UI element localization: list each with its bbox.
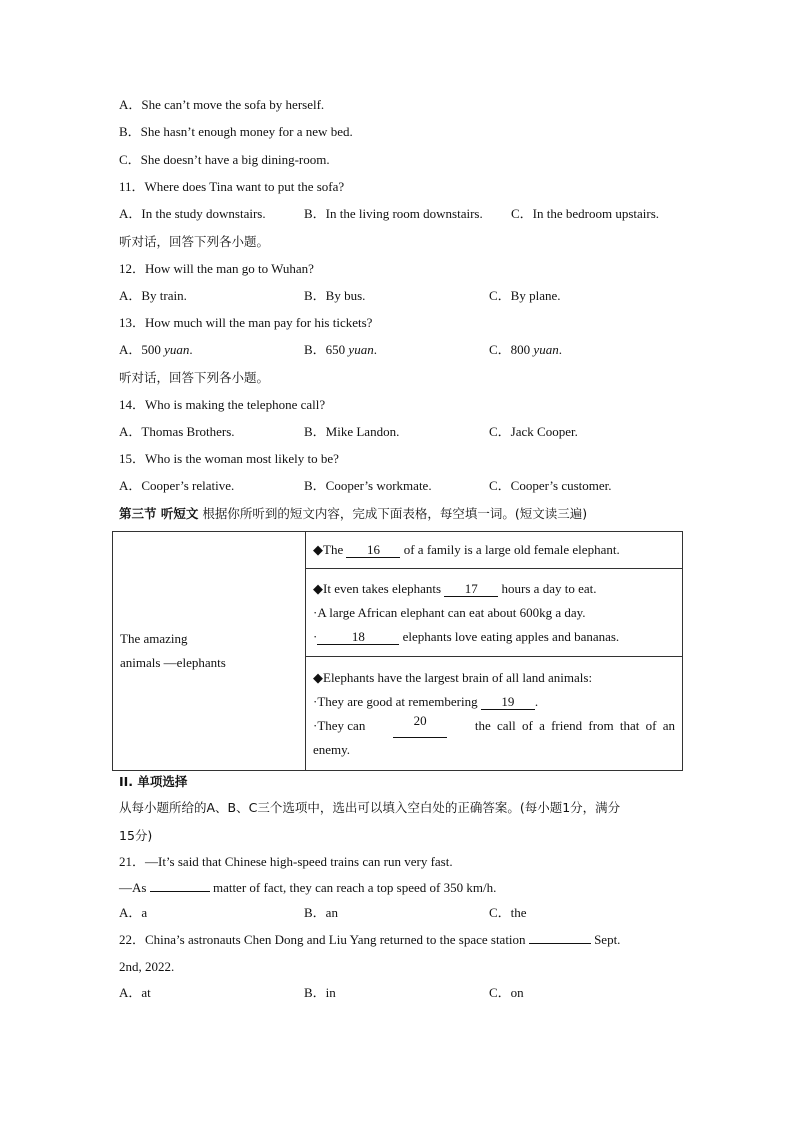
- row16-pre: ◆The: [313, 542, 347, 557]
- q13-stem: 13．How much will the man pay for his tickets?: [119, 315, 373, 330]
- listening-instruction: 听对话，回答下列各小题。: [119, 234, 270, 249]
- row17-line: [313, 577, 675, 601]
- q22-post: Sept.: [590, 932, 621, 947]
- q12-stem: 12．How will the man go to Wuhan?: [119, 261, 314, 276]
- q12-option-a: A．By train.: [119, 288, 187, 303]
- q13-option-a: [119, 342, 193, 358]
- q11-option-c: C．In the bedroom upstairs.: [511, 206, 660, 221]
- q22-pre: 22．China’s astronauts Chen Dong and Liu Yang returned to the space station: [119, 932, 529, 947]
- q22-blank[interactable]: [529, 943, 591, 944]
- elephant-notes-table: [112, 531, 683, 771]
- q10-option-a: A．She can’t move the sofa by herself.: [119, 97, 325, 112]
- section3-heading: [119, 506, 587, 522]
- q21-option-c: C．the: [489, 905, 527, 920]
- q12-option-b: B．By bus.: [304, 288, 366, 303]
- q13-option-b: [304, 342, 377, 358]
- q22-option-a: A．at: [119, 985, 151, 1000]
- row18-line: [313, 625, 675, 649]
- q15-option-c: C．Cooper’s customer.: [489, 478, 612, 493]
- q13-c-amount: C．800: [489, 342, 534, 357]
- q14-stem: 14．Who is making the telephone call?: [119, 397, 326, 412]
- q13-c-period: .: [558, 342, 562, 357]
- q14-option-a: A．Thomas Brothers.: [119, 424, 235, 439]
- q22-stem-line1: [119, 932, 620, 948]
- row20-post: the call of a friend from that of an: [474, 717, 675, 733]
- row18-post: elephants love eating apples and bananas.: [399, 628, 620, 644]
- q15-option-a: A．Cooper’s relative.: [119, 478, 235, 493]
- q21-post: matter of fact, they can reach a top speed of 350 km/h.: [209, 880, 497, 895]
- q13-a-amount: A．500: [119, 342, 165, 357]
- q11-stem: 11．Where does Tina want to put the sofa?: [119, 179, 345, 194]
- q11-option-b: B．In the living room downstairs.: [304, 206, 483, 221]
- q21-blank[interactable]: [150, 891, 210, 892]
- q21-pre: —As: [119, 880, 150, 895]
- q13-b-period: .: [373, 342, 377, 357]
- q13-a-unit: yuan: [164, 342, 190, 357]
- table-topic-line2: animals —elephants: [120, 655, 226, 670]
- blank-16[interactable]: 16: [346, 543, 400, 558]
- q12-option-c: C．By plane.: [489, 288, 561, 303]
- q21-option-b: B．an: [304, 905, 338, 920]
- table-row-19-20: [306, 657, 683, 771]
- q14-option-c: C．Jack Cooper.: [489, 424, 578, 439]
- blank-18[interactable]: 18: [317, 630, 399, 645]
- q21-stem-line2: [119, 880, 496, 896]
- q15-stem: 15．Who is the woman most likely to be?: [119, 451, 339, 466]
- blank-19[interactable]: 19: [481, 695, 535, 710]
- q14-option-b: B．Mike Landon.: [304, 424, 400, 439]
- q10-option-b: B．She hasn’t enough money for a new bed.: [119, 124, 353, 139]
- blank-20[interactable]: 20: [393, 714, 447, 738]
- blank-17[interactable]: 17: [444, 582, 498, 597]
- part2-instruction-line1: 从每小题所给的A、B、C三个选项中，选出可以填入空白处的正确答案。(每小题1分，满分: [119, 800, 621, 815]
- q15-option-b: B．Cooper’s workmate.: [304, 478, 432, 493]
- table-topic-cell: [113, 532, 306, 771]
- row16-post: of a family is a large old female elephant.: [400, 542, 620, 557]
- section3-instruction: 根据你所听到的短文内容，完成下面表格，每空填一词。(短文读三遍): [198, 506, 588, 521]
- q13-a-period: .: [189, 342, 193, 357]
- row17-post: hours a day to eat.: [498, 580, 597, 596]
- listening-instruction-2: 听对话，回答下列各小题。: [119, 370, 270, 385]
- row19-pre: ·They are good at remembering: [313, 693, 481, 709]
- q22-stem-line2: 2nd, 2022.: [119, 959, 175, 974]
- section3-label: 第三节 听短文: [119, 506, 199, 521]
- table-row-17-18: [306, 569, 683, 657]
- q13-option-c: [489, 342, 562, 358]
- q21-option-a: A．a: [119, 905, 148, 920]
- q22-option-c: C．on: [489, 985, 524, 1000]
- q13-b-amount: B．650: [304, 342, 349, 357]
- part2-title: II. 单项选择: [119, 774, 188, 789]
- row17-pre: ◆It even takes elephants: [313, 580, 445, 596]
- q10-option-c: C．She doesn’t have a big dining-room.: [119, 152, 330, 167]
- q11-option-a: A．In the study downstairs.: [119, 206, 266, 221]
- row19-line: [313, 690, 675, 714]
- q22-option-b: B．in: [304, 985, 336, 1000]
- row-brain: ◆Elephants have the largest brain of all land animals:: [313, 669, 593, 685]
- part2-instruction-line2: 15分): [119, 828, 153, 843]
- row-african-elephant: ·A large African elephant can eat about 600kg a day.: [313, 604, 586, 620]
- q13-c-unit: yuan: [533, 342, 559, 357]
- row19-post: .: [534, 693, 539, 709]
- row20-pre: ·They can: [313, 717, 366, 733]
- q21-stem-line1: 21．—It’s said that Chinese high-speed trains can run very fast.: [119, 854, 453, 869]
- row18-pre: ·: [313, 628, 318, 644]
- table-row-16: [306, 532, 683, 569]
- table-topic-line1: The amazing: [120, 631, 188, 646]
- row20-line: [313, 714, 675, 738]
- row20-enemy: enemy.: [313, 741, 351, 757]
- q13-b-unit: yuan: [348, 342, 374, 357]
